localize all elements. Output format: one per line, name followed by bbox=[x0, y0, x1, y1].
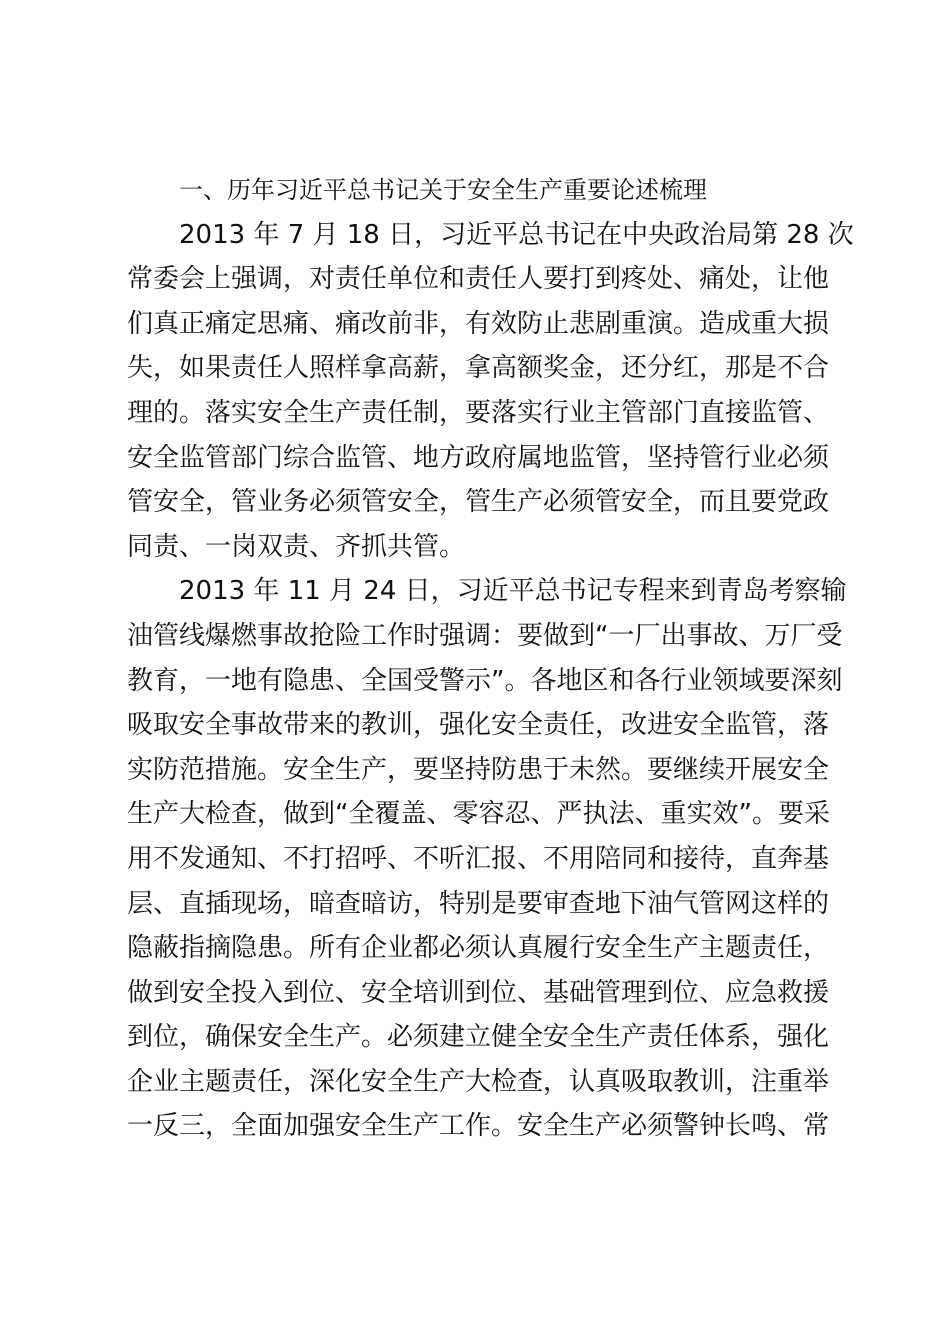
paragraph-line: 们真正痛定思痛、痛改前非，有效防止悲剧重演。造成重大损 bbox=[127, 308, 830, 339]
paragraph-line: 企业主题责任，深化安全生产大检查，认真吸取教训，注重举 bbox=[127, 1066, 830, 1097]
paragraph-line: 管安全，管业务必须管安全，管生产必须管安全，而且要党政 bbox=[127, 487, 830, 518]
paragraph-line: 到位，确保安全生产。必须建立健全安全生产责任体系，强化 bbox=[127, 1022, 830, 1053]
paragraph-line: 安全监管部门综合监管、地方政府属地监管，坚持管行业必须 bbox=[127, 442, 830, 473]
paragraph-line: 2013 年 7 月 18 日，习近平总书记在中央政治局第 28 次 bbox=[179, 219, 854, 250]
paragraph-line: 做到安全投入到位、安全培训到位、基础管理到位、应急救援 bbox=[127, 977, 830, 1008]
paragraph-line: 教育，一地有隐患、全国受警示”。各地区和各行业领域要深刻 bbox=[127, 665, 843, 696]
paragraph-line: 实防范措施。安全生产，要坚持防患于未然。要继续开展安全 bbox=[127, 754, 830, 785]
paragraph-line: 失，如果责任人照样拿高薪，拿高额奖金，还分红，那是不合 bbox=[127, 353, 830, 384]
paragraph-line: 2013 年 11 月 24 日，习近平总书记专程来到青岛考察输 bbox=[179, 576, 847, 607]
section-heading: 一、历年习近平总书记关于安全生产重要论述梳理 bbox=[179, 176, 707, 204]
paragraph-line: 隐蔽指摘隐患。所有企业都必须认真履行安全生产主题责任， bbox=[127, 933, 830, 964]
paragraph-1 bbox=[127, 213, 854, 570]
paragraph-line: 吸取安全事故带来的教训，强化安全责任，改进安全监管，落 bbox=[127, 710, 830, 741]
paragraph-line: 一反三，全面加强安全生产工作。安全生产必须警钟长鸣、常 bbox=[127, 1111, 830, 1142]
paragraph-2 bbox=[127, 569, 847, 1149]
paragraph-line: 常委会上强调，对责任单位和责任人要打到疼处、痛处，让他 bbox=[127, 264, 830, 295]
paragraph-line: 层、直插现场，暗查暗访，特别是要审查地下油气管网这样的 bbox=[127, 888, 830, 919]
paragraph-line: 理的。落实安全生产责任制，要落实行业主管部门直接监管、 bbox=[127, 397, 830, 428]
paragraph-line: 用不发通知、不打招呼、不听汇报、不用陪同和接待，直奔基 bbox=[127, 843, 830, 874]
document-body bbox=[127, 168, 854, 1149]
paragraph-line: 生产大检查，做到“全覆盖、零容忍、严执法、重实效”。要采 bbox=[127, 799, 830, 830]
paragraph-line: 同责、一岗双责、齐抓共管。 bbox=[127, 531, 466, 562]
paragraph-line: 油管线爆燃事故抢险工作时强调：要做到“一厂出事故、万厂受 bbox=[127, 620, 843, 651]
